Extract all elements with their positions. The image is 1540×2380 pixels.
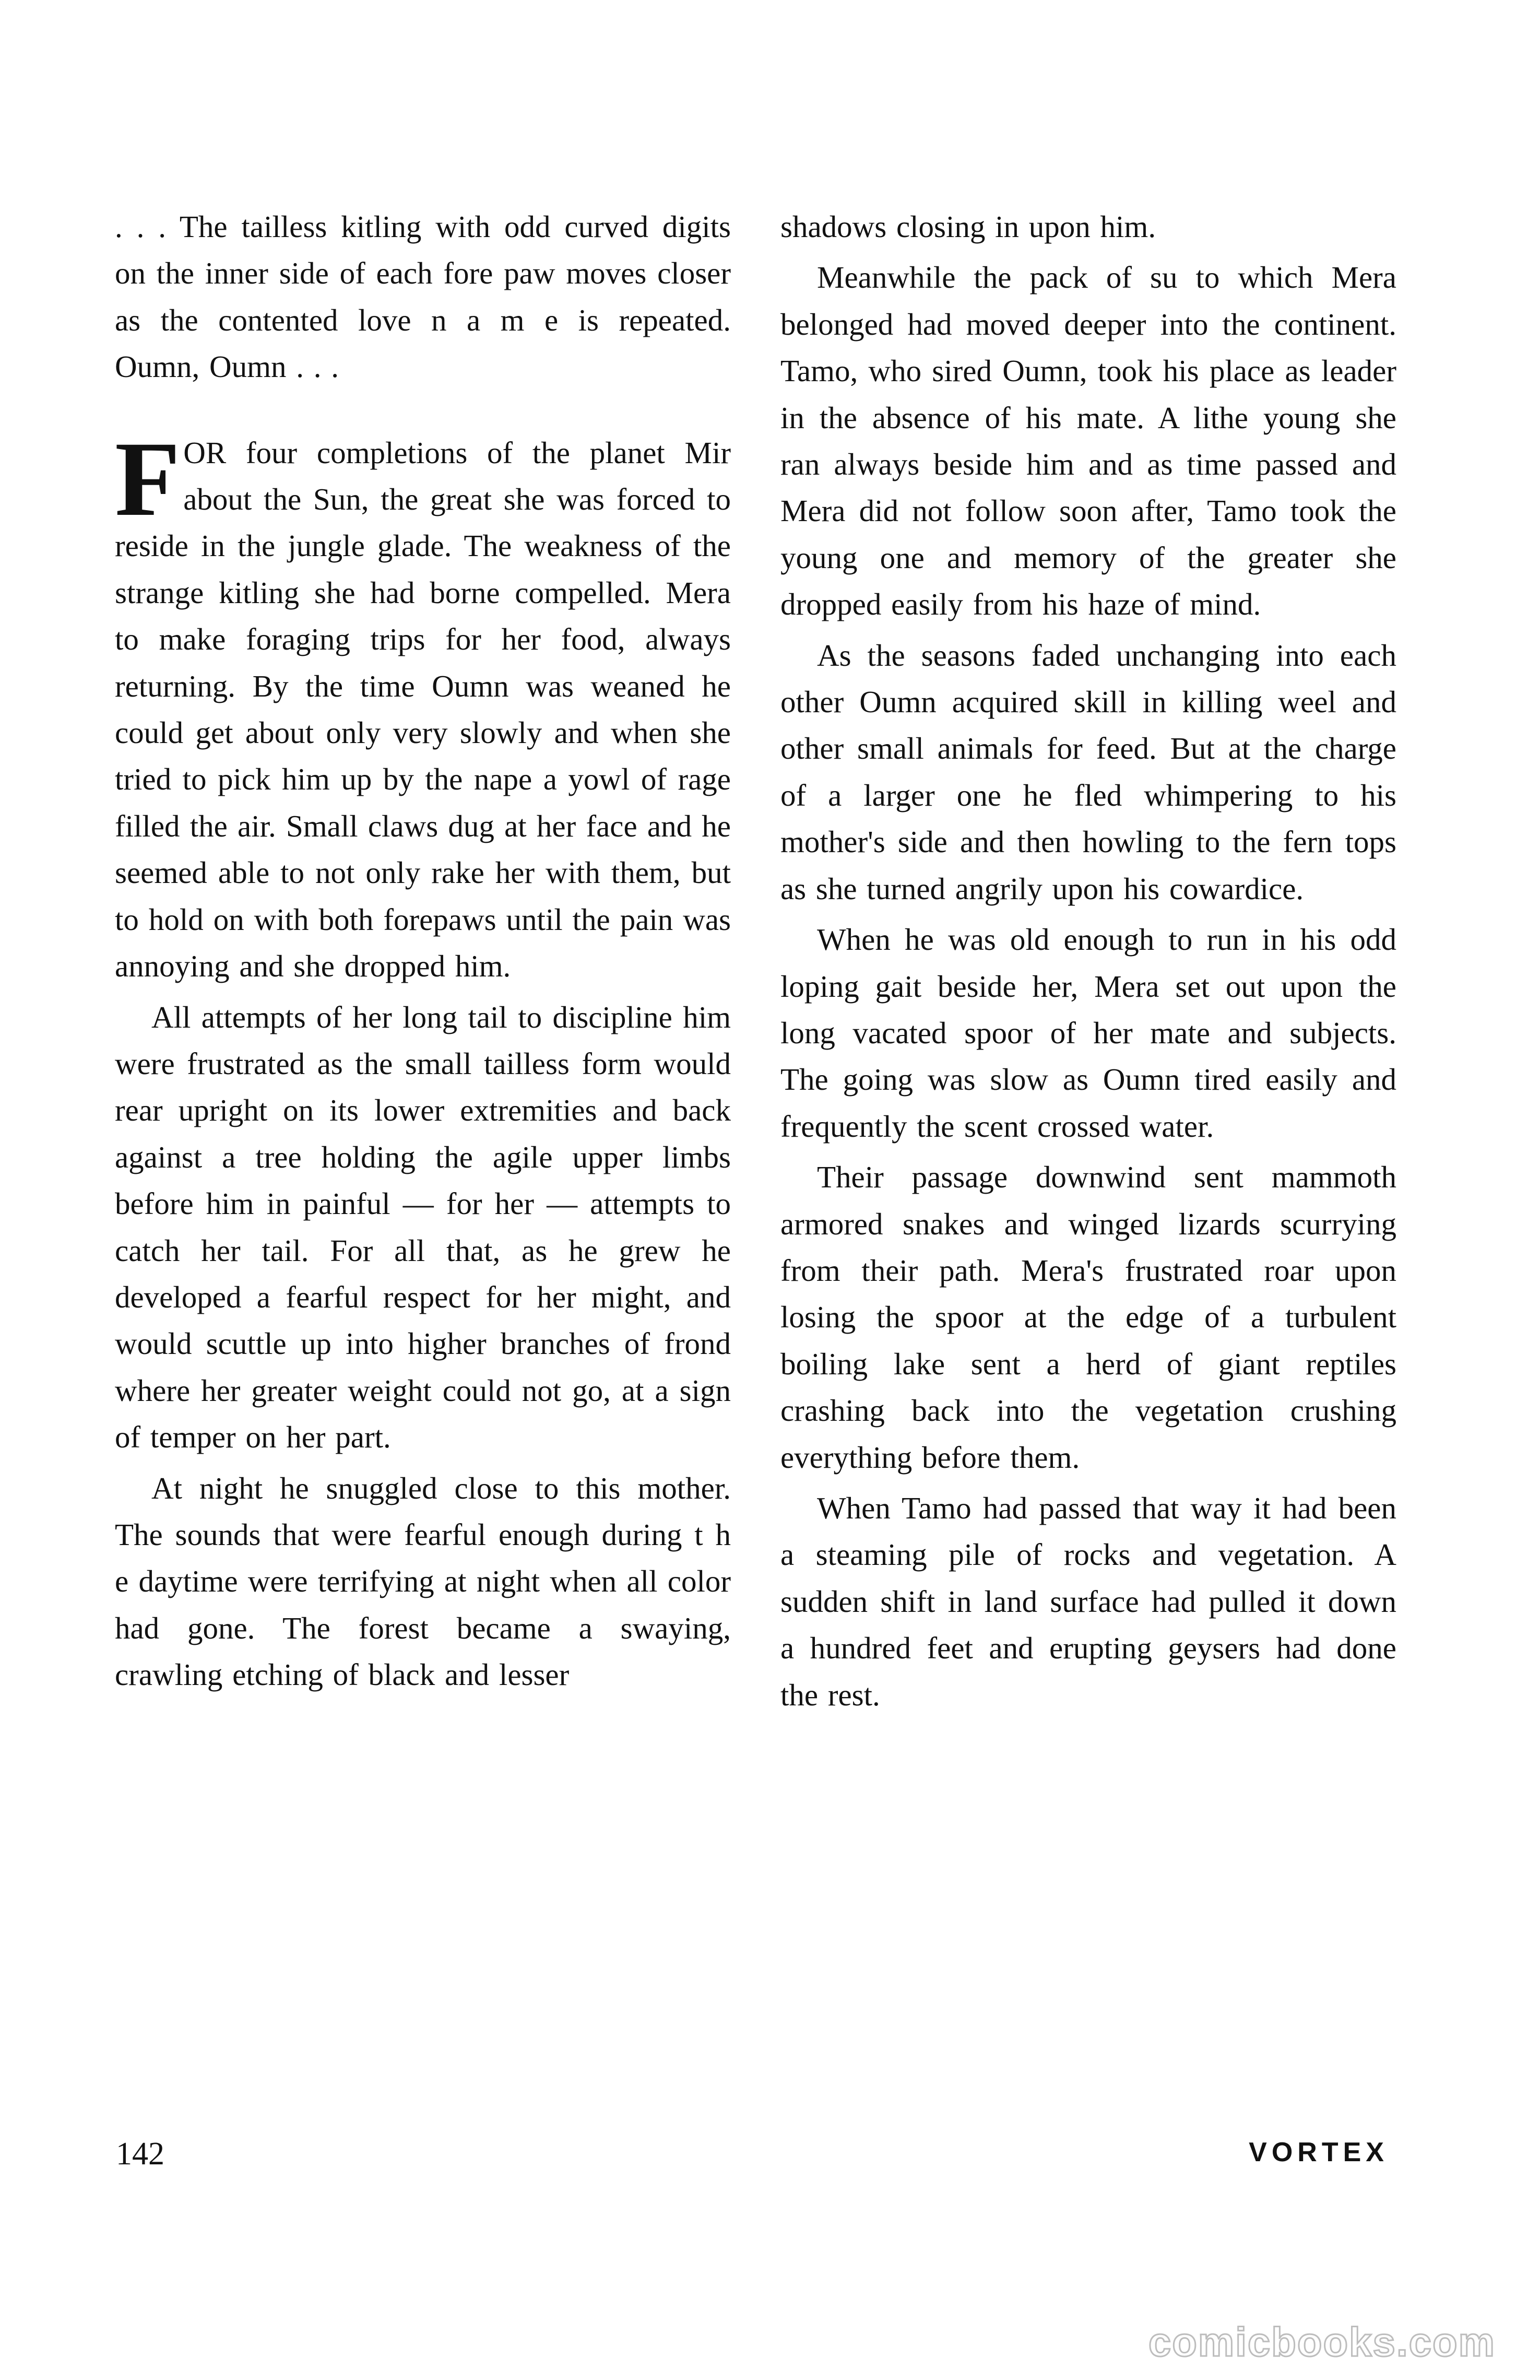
opening-paragraph (115, 419, 731, 990)
continuation-line: shadows closing in upon him. (780, 209, 1156, 244)
body-paragraph: When Tamo had passed that way it had been a steaming pile of rocks and vegetation. A sudden shift in land surface had pulled it down a hundred feet and erupting geysers had done the rest. (780, 1490, 1396, 1712)
right-text-column (780, 204, 1396, 1723)
drop-cap: F (115, 419, 181, 538)
body-paragraph: Meanwhile the pack of su to which Mera belonged had moved deeper into the continent. Tamo, who sired Oumn, took his place as leader in the absence of his mate. A lithe young she ran always beside him and as time passed and Mera did not follow soon after, Tamo took the young one and memory of the greater she dropped easily from his haze of mind. (780, 260, 1396, 622)
body-paragraph: Their passage downwind sent mammoth armored snakes and winged lizards scurrying from their path. Mera's frustrated roar upon losing the spoor at the edge of a turbulent boiling lake sent a herd of giant reptiles crashing back into the vegetation crushing everything before them. (780, 1160, 1396, 1475)
body-paragraph: All attempts of her long tail to discipline him were frustrated as the small tailless form would rear upright on its lower extremities and back against a tree holding the agile upper limbs before him in painful — for her — attempts to catch her tail. For all that, as he grew he developed a fearful respect for her might, and would scuttle up into higher branches of frond where her greater weight could not go, at a sign of temper on her part. (115, 999, 731, 1455)
body-paragraph: At night he snuggled close to this mother. The sounds that were fearful enough during t h e daytime were terrifying at night when all color had gone. The forest became a swaying, crawling etching of black and lesser (115, 1470, 731, 1692)
opening-paragraph-text: OR four completions of the planet Mir about the Sun, the great she was forced to reside in the jungle glade. The weakness of the strange kitling she had borne compelled. Mera to make foraging trips for her food, always returning. By the time Oumn was weaned he could get about only very slowly and when she tried to pick him up by the nape a yowl of rage filled the air. Small claws dug at her face and he seemed able to not only rake her with them, but to hold on with both forepaws until the pain was annoying and she dropped him. (115, 435, 731, 984)
site-watermark: comicbooks.com (1148, 2319, 1496, 2365)
body-paragraph: When he was old enough to run in his odd loping gait beside her, Mera set out upon the long vacated spoor of her mate and subjects. The going was slow as Oumn tired easily and frequently the scent crossed water. (780, 922, 1396, 1144)
intro-paragraph: . . . The tailless kitling with odd curved digits on the inner side of each fore paw moves closer as the contented love n a m e is repeated. Oumn, Oumn . . . (115, 209, 731, 384)
body-paragraph: As the seasons faded unchanging into each other Oumn acquired skill in killing weel and other small animals for feed. But at the charge of a larger one he fled whimpering to his mother's side and then howling to the fern tops as she turned angrily upon his cowardice. (780, 638, 1396, 906)
page-number: 142 (116, 2136, 164, 2172)
left-text-column (115, 204, 731, 1703)
magazine-title: VORTEX (1249, 2137, 1389, 2167)
